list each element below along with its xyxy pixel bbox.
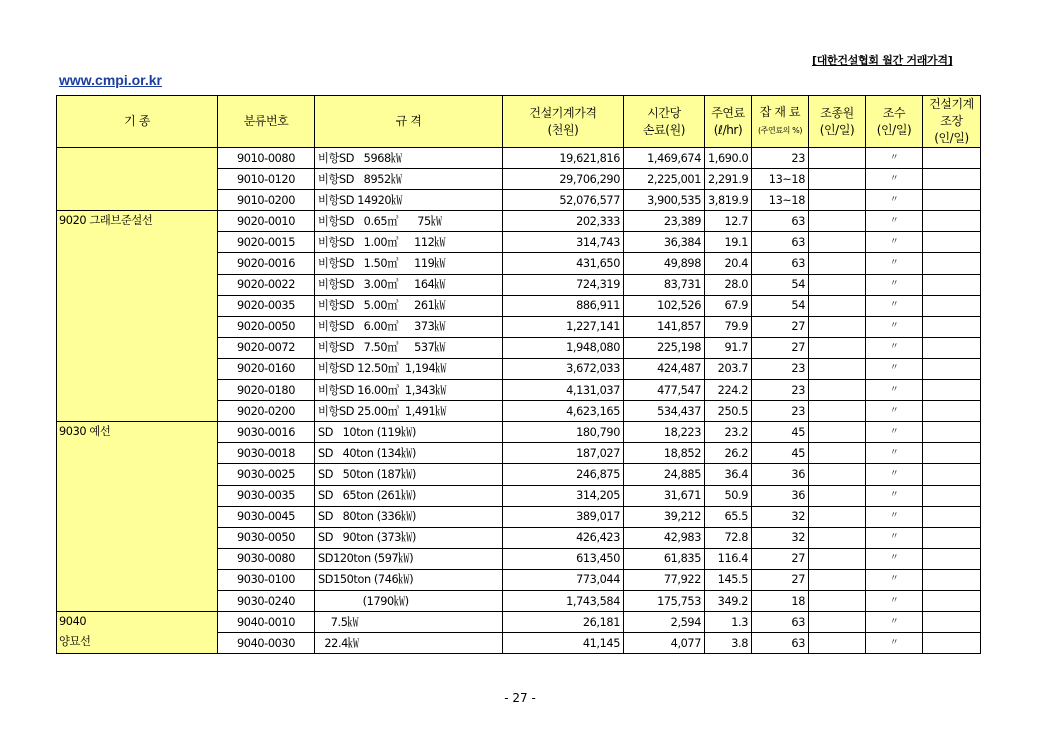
page-number: - 27 - — [504, 691, 536, 705]
row-code: 9030-0240 — [218, 590, 315, 611]
row-fuel: 67.9 — [705, 295, 752, 316]
row-spec: 비항SD 0.65㎥ 75㎾ — [315, 211, 503, 232]
row-loss: 77,922 — [624, 569, 705, 590]
row-price: 426,423 — [503, 527, 624, 548]
row-price: 314,743 — [503, 232, 624, 253]
row-adjust — [923, 485, 981, 506]
row-operator — [809, 358, 866, 379]
row-loss: 31,671 — [624, 485, 705, 506]
row-adjust — [923, 295, 981, 316]
row-assistant: 〃 — [866, 590, 923, 611]
row-operator — [809, 506, 866, 527]
col-misc: 잡 재 료 (주연료의 %) — [752, 96, 809, 148]
row-spec: 비항SD 8952㎾ — [315, 169, 503, 190]
row-loss: 4,077 — [624, 633, 705, 654]
row-operator — [809, 401, 866, 422]
row-spec: SD120ton (597㎾) — [315, 548, 503, 569]
row-spec: SD 90ton (373㎾) — [315, 527, 503, 548]
row-operator — [809, 295, 866, 316]
row-assistant: 〃 — [866, 548, 923, 569]
row-price: 4,623,165 — [503, 401, 624, 422]
row-fuel: 3.8 — [705, 633, 752, 654]
row-fuel: 203.7 — [705, 358, 752, 379]
group-kind-label: 9040 — [59, 615, 87, 629]
row-code: 9040-0010 — [218, 612, 315, 633]
row-assistant: 〃 — [866, 274, 923, 295]
row-fuel: 1,690.0 — [705, 148, 752, 169]
row-assistant: 〃 — [866, 401, 923, 422]
row-fuel: 28.0 — [705, 274, 752, 295]
row-operator — [809, 316, 866, 337]
row-operator — [809, 380, 866, 401]
row-price: 29,706,290 — [503, 169, 624, 190]
row-misc: 18 — [752, 590, 809, 611]
row-operator — [809, 443, 866, 464]
row-misc: 45 — [752, 443, 809, 464]
row-fuel: 2,291.9 — [705, 169, 752, 190]
row-code: 9020-0072 — [218, 337, 315, 358]
row-adjust — [923, 337, 981, 358]
row-fuel: 349.2 — [705, 590, 752, 611]
row-assistant: 〃 — [866, 337, 923, 358]
row-price: 3,672,033 — [503, 358, 624, 379]
row-code: 9010-0080 — [218, 148, 315, 169]
row-misc: 27 — [752, 316, 809, 337]
row-fuel: 72.8 — [705, 527, 752, 548]
table-row — [57, 148, 981, 169]
row-price: 773,044 — [503, 569, 624, 590]
row-code: 9010-0120 — [218, 169, 315, 190]
price-table — [56, 95, 981, 654]
row-loss: 477,547 — [624, 380, 705, 401]
row-price: 431,650 — [503, 253, 624, 274]
row-operator — [809, 612, 866, 633]
col-code: 분류번호 — [218, 96, 315, 148]
row-spec: 비항SD 14920㎾ — [315, 190, 503, 211]
row-operator — [809, 548, 866, 569]
row-code: 9030-0016 — [218, 422, 315, 443]
site-link[interactable]: www.cmpi.or.kr — [59, 72, 162, 88]
row-fuel: 12.7 — [705, 211, 752, 232]
row-price: 389,017 — [503, 506, 624, 527]
row-adjust — [923, 612, 981, 633]
row-misc: 13~18 — [752, 169, 809, 190]
row-spec: 22.4㎾ — [315, 633, 503, 654]
col-price: 건설기계가격 (천원) — [503, 96, 624, 148]
row-misc: 23 — [752, 358, 809, 379]
row-operator — [809, 464, 866, 485]
col-operator: 조종원 (인/일) — [809, 96, 866, 148]
row-fuel: 1.3 — [705, 612, 752, 633]
row-adjust — [923, 148, 981, 169]
group-kind — [57, 612, 218, 654]
row-assistant: 〃 — [866, 422, 923, 443]
row-loss: 3,900,535 — [624, 190, 705, 211]
group-kind — [57, 148, 218, 211]
row-fuel: 23.2 — [705, 422, 752, 443]
row-assistant: 〃 — [866, 569, 923, 590]
row-adjust — [923, 169, 981, 190]
row-assistant: 〃 — [866, 169, 923, 190]
row-loss: 36,384 — [624, 232, 705, 253]
row-adjust — [923, 401, 981, 422]
row-operator — [809, 211, 866, 232]
row-price: 314,205 — [503, 485, 624, 506]
row-code: 9020-0022 — [218, 274, 315, 295]
row-code: 9030-0018 — [218, 443, 315, 464]
row-price: 613,450 — [503, 548, 624, 569]
row-assistant: 〃 — [866, 506, 923, 527]
row-misc: 45 — [752, 422, 809, 443]
row-misc: 32 — [752, 506, 809, 527]
row-spec: SD 40ton (134㎾) — [315, 443, 503, 464]
row-misc: 27 — [752, 337, 809, 358]
row-code: 9010-0200 — [218, 190, 315, 211]
table-row — [57, 612, 981, 633]
row-adjust — [923, 548, 981, 569]
row-assistant: 〃 — [866, 527, 923, 548]
row-misc: 32 — [752, 527, 809, 548]
row-code: 9020-0050 — [218, 316, 315, 337]
row-operator — [809, 274, 866, 295]
row-fuel: 250.5 — [705, 401, 752, 422]
row-spec: 비항SD 12.50㎥ 1,194㎾ — [315, 358, 503, 379]
col-assistant: 조수 (인/일) — [866, 96, 923, 148]
row-price: 26,181 — [503, 612, 624, 633]
row-price: 41,145 — [503, 633, 624, 654]
row-operator — [809, 422, 866, 443]
row-price: 52,076,577 — [503, 190, 624, 211]
row-loss: 24,885 — [624, 464, 705, 485]
row-spec: 비항SD 5968㎾ — [315, 148, 503, 169]
row-spec: 7.5㎾ — [315, 612, 503, 633]
source-label: [대한건설협회 월간 거래가격] — [812, 54, 953, 67]
row-code: 9020-0016 — [218, 253, 315, 274]
row-operator — [809, 527, 866, 548]
row-code: 9030-0050 — [218, 527, 315, 548]
row-adjust — [923, 633, 981, 654]
row-operator — [809, 485, 866, 506]
row-spec: 비항SD 7.50㎥ 537㎾ — [315, 337, 503, 358]
row-adjust — [923, 506, 981, 527]
row-loss: 18,852 — [624, 443, 705, 464]
row-operator — [809, 337, 866, 358]
table-row — [57, 422, 981, 443]
table-row — [57, 211, 981, 232]
row-misc: 36 — [752, 464, 809, 485]
row-price: 886,911 — [503, 295, 624, 316]
row-adjust — [923, 422, 981, 443]
row-price: 246,875 — [503, 464, 624, 485]
row-misc: 54 — [752, 295, 809, 316]
row-code: 9020-0035 — [218, 295, 315, 316]
group-kind-label: 9030 예선 — [59, 425, 111, 439]
row-spec: 비항SD 6.00㎥ 373㎾ — [315, 316, 503, 337]
group-kind — [57, 211, 218, 422]
group-kind-label: 9020 그래브준설선 — [59, 214, 153, 228]
row-loss: 2,225,001 — [624, 169, 705, 190]
row-spec: SD 80ton (336㎾) — [315, 506, 503, 527]
row-misc: 23 — [752, 380, 809, 401]
row-assistant: 〃 — [866, 485, 923, 506]
row-misc: 27 — [752, 548, 809, 569]
row-operator — [809, 633, 866, 654]
row-loss: 49,898 — [624, 253, 705, 274]
row-spec: SD 50ton (187㎾) — [315, 464, 503, 485]
row-fuel: 50.9 — [705, 485, 752, 506]
row-code: 9020-0200 — [218, 401, 315, 422]
col-fuel: 주연료 (ℓ/hr) — [705, 96, 752, 148]
row-misc: 63 — [752, 232, 809, 253]
row-adjust — [923, 569, 981, 590]
row-code: 9030-0025 — [218, 464, 315, 485]
row-spec: 비항SD 5.00㎥ 261㎾ — [315, 295, 503, 316]
row-loss: 225,198 — [624, 337, 705, 358]
row-operator — [809, 253, 866, 274]
row-adjust — [923, 380, 981, 401]
row-assistant: 〃 — [866, 443, 923, 464]
row-spec: SD 10ton (119㎾) — [315, 422, 503, 443]
row-misc: 36 — [752, 485, 809, 506]
row-fuel: 224.2 — [705, 380, 752, 401]
row-loss: 39,212 — [624, 506, 705, 527]
row-operator — [809, 190, 866, 211]
row-adjust — [923, 253, 981, 274]
row-spec: 비항SD 25.00㎥ 1,491㎾ — [315, 401, 503, 422]
col-loss: 시간당 손료(원) — [624, 96, 705, 148]
row-loss: 42,983 — [624, 527, 705, 548]
row-operator — [809, 569, 866, 590]
table-body — [57, 148, 981, 654]
row-spec: 비항SD 3.00㎥ 164㎾ — [315, 274, 503, 295]
row-misc: 54 — [752, 274, 809, 295]
row-spec: SD 65ton (261㎾) — [315, 485, 503, 506]
row-spec: 비항SD 1.00㎥ 112㎾ — [315, 232, 503, 253]
row-fuel: 145.5 — [705, 569, 752, 590]
row-assistant: 〃 — [866, 380, 923, 401]
row-adjust — [923, 211, 981, 232]
row-code: 9030-0100 — [218, 569, 315, 590]
row-spec: 비항SD 16.00㎥ 1,343㎾ — [315, 380, 503, 401]
row-assistant: 〃 — [866, 295, 923, 316]
row-fuel: 20.4 — [705, 253, 752, 274]
row-fuel: 3,819.9 — [705, 190, 752, 211]
row-code: 9020-0015 — [218, 232, 315, 253]
row-assistant: 〃 — [866, 464, 923, 485]
row-misc: 27 — [752, 569, 809, 590]
row-fuel: 79.9 — [705, 316, 752, 337]
row-operator — [809, 590, 866, 611]
row-misc: 23 — [752, 401, 809, 422]
row-price: 19,621,816 — [503, 148, 624, 169]
row-adjust — [923, 590, 981, 611]
row-code: 9030-0035 — [218, 485, 315, 506]
row-spec: SD150ton (746㎾) — [315, 569, 503, 590]
row-price: 187,027 — [503, 443, 624, 464]
row-code: 9020-0010 — [218, 211, 315, 232]
row-adjust — [923, 358, 981, 379]
row-assistant: 〃 — [866, 211, 923, 232]
row-loss: 2,594 — [624, 612, 705, 633]
row-adjust — [923, 316, 981, 337]
row-price: 1,948,080 — [503, 337, 624, 358]
row-operator — [809, 148, 866, 169]
col-adjust: 건설기계 조장 (인/일) — [923, 96, 981, 148]
row-assistant: 〃 — [866, 148, 923, 169]
table-header-row — [57, 96, 981, 148]
row-assistant: 〃 — [866, 358, 923, 379]
row-fuel: 65.5 — [705, 506, 752, 527]
row-assistant: 〃 — [866, 612, 923, 633]
row-loss: 83,731 — [624, 274, 705, 295]
row-spec: (1790㎾) — [315, 590, 503, 611]
group-kind-label-2: 양묘선 — [59, 635, 91, 649]
row-price: 4,131,037 — [503, 380, 624, 401]
row-operator — [809, 232, 866, 253]
row-loss: 18,223 — [624, 422, 705, 443]
row-code: 9030-0080 — [218, 548, 315, 569]
col-spec: 규 격 — [315, 96, 503, 148]
row-code: 9020-0180 — [218, 380, 315, 401]
row-code: 9020-0160 — [218, 358, 315, 379]
row-fuel: 91.7 — [705, 337, 752, 358]
row-loss: 1,469,674 — [624, 148, 705, 169]
row-misc: 63 — [752, 211, 809, 232]
row-misc: 63 — [752, 633, 809, 654]
row-loss: 175,753 — [624, 590, 705, 611]
row-misc: 23 — [752, 148, 809, 169]
group-kind — [57, 422, 218, 612]
row-adjust — [923, 443, 981, 464]
row-code: 9040-0030 — [218, 633, 315, 654]
row-adjust — [923, 464, 981, 485]
row-loss: 534,437 — [624, 401, 705, 422]
row-assistant: 〃 — [866, 232, 923, 253]
row-fuel: 36.4 — [705, 464, 752, 485]
row-fuel: 116.4 — [705, 548, 752, 569]
row-price: 180,790 — [503, 422, 624, 443]
row-misc: 63 — [752, 612, 809, 633]
row-loss: 23,389 — [624, 211, 705, 232]
row-code: 9030-0045 — [218, 506, 315, 527]
row-assistant: 〃 — [866, 253, 923, 274]
row-misc: 63 — [752, 253, 809, 274]
row-misc: 13~18 — [752, 190, 809, 211]
row-adjust — [923, 232, 981, 253]
row-loss: 141,857 — [624, 316, 705, 337]
row-assistant: 〃 — [866, 190, 923, 211]
row-price: 202,333 — [503, 211, 624, 232]
row-price: 1,227,141 — [503, 316, 624, 337]
row-operator — [809, 169, 866, 190]
row-adjust — [923, 274, 981, 295]
row-loss: 61,835 — [624, 548, 705, 569]
row-spec: 비항SD 1.50㎥ 119㎾ — [315, 253, 503, 274]
row-price: 1,743,584 — [503, 590, 624, 611]
row-loss: 102,526 — [624, 295, 705, 316]
row-price: 724,319 — [503, 274, 624, 295]
row-loss: 424,487 — [624, 358, 705, 379]
col-kind: 기 종 — [57, 96, 218, 148]
row-assistant: 〃 — [866, 633, 923, 654]
row-adjust — [923, 527, 981, 548]
row-fuel: 19.1 — [705, 232, 752, 253]
row-adjust — [923, 190, 981, 211]
row-assistant: 〃 — [866, 316, 923, 337]
row-fuel: 26.2 — [705, 443, 752, 464]
